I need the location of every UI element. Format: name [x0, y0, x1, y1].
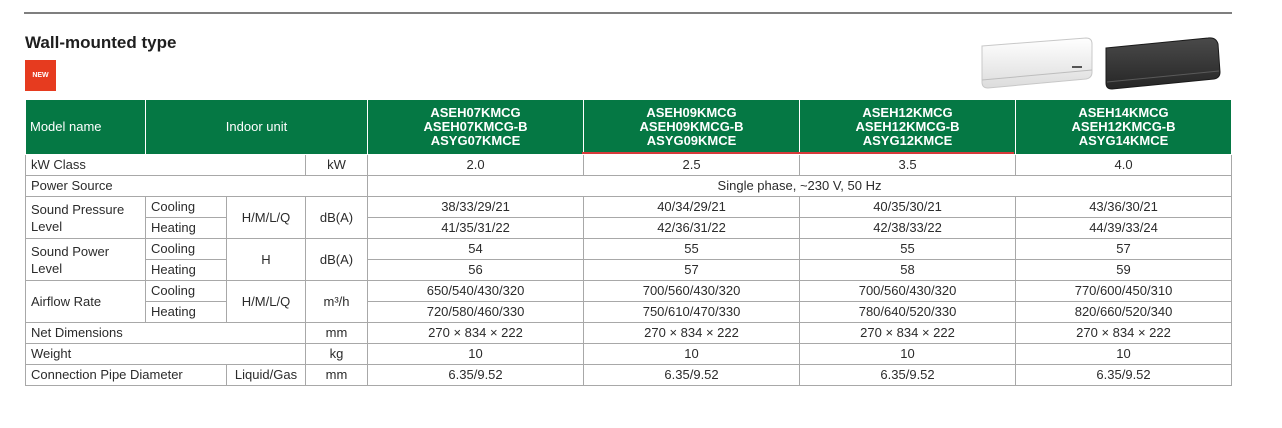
model-name-line: ASEH07KMCG [430, 105, 521, 120]
value-cell: 40/35/30/21 [800, 197, 1016, 218]
model-name-line: ASYG07KMCE [430, 133, 521, 148]
unit-cell: dB(A) [306, 197, 368, 239]
row-label: Airflow Rate [26, 281, 146, 323]
header-row [26, 100, 1232, 155]
value-cell: 55 [800, 239, 1016, 260]
value-cell: 270 × 834 × 222 [368, 323, 584, 344]
value-cell: 2.0 [368, 155, 584, 176]
row-label [26, 197, 146, 239]
model-name-line: ASEH09KMCG [646, 105, 737, 120]
value-cell: 650/540/430/320 [368, 281, 584, 302]
value-cell: 700/560/430/320 [800, 281, 1016, 302]
value-cell: 6.35/9.52 [584, 365, 800, 386]
value-cell: 10 [1016, 344, 1232, 365]
pipe-diameter-row [26, 365, 1232, 386]
model-name-line: ASEH12KMCG-B [855, 119, 960, 134]
mode-label: Heating [146, 260, 227, 281]
mode-label: Heating [146, 218, 227, 239]
value-cell: 720/580/460/330 [368, 302, 584, 323]
value-cell: 38/33/29/21 [368, 197, 584, 218]
model-name-line: ASYG12KMCE [862, 133, 953, 148]
spec-table [25, 99, 1232, 386]
value-cell: Single phase, ~230 V, 50 Hz [368, 176, 1232, 197]
value-cell: 3.5 [800, 155, 1016, 176]
value-cell: 270 × 834 × 222 [584, 323, 800, 344]
kw-class-row [26, 155, 1232, 176]
value-cell: 6.35/9.52 [368, 365, 584, 386]
value-cell: 6.35/9.52 [800, 365, 1016, 386]
model-name-line: ASEH12KMCG [862, 105, 953, 120]
top-rule [24, 12, 1232, 14]
sound-power-cooling-row [26, 239, 1232, 260]
row-label-line: Sound Power [31, 243, 110, 259]
model-column-2 [584, 100, 800, 155]
sound-pressure-heating-row [26, 218, 1232, 239]
value-cell: 58 [800, 260, 1016, 281]
model-name-line: ASEH14KMCG [1078, 105, 1169, 120]
value-cell: 2.5 [584, 155, 800, 176]
value-cell: 700/560/430/320 [584, 281, 800, 302]
unit-cell: mm [306, 365, 368, 386]
value-cell: 56 [368, 260, 584, 281]
new-badge: NEW [25, 60, 56, 91]
value-cell: 57 [584, 260, 800, 281]
row-label-line: Level [31, 260, 63, 276]
value-cell: 270 × 834 × 222 [800, 323, 1016, 344]
row-label-line: Sound Pressure [31, 201, 125, 217]
value-cell: 270 × 834 × 222 [1016, 323, 1232, 344]
model-name-line: ASEH09KMCG-B [639, 119, 744, 134]
model-column-3 [800, 100, 1016, 155]
unit-cell: m³/h [306, 281, 368, 323]
value-cell: 42/36/31/22 [584, 218, 800, 239]
value-cell: 10 [584, 344, 800, 365]
value-cell: 57 [1016, 239, 1232, 260]
model-column-1 [368, 100, 584, 155]
value-cell: 10 [800, 344, 1016, 365]
speed-label: H/M/L/Q [227, 281, 306, 323]
value-cell: 750/610/470/330 [584, 302, 800, 323]
row-label: Power Source [26, 176, 368, 197]
value-cell: 10 [368, 344, 584, 365]
value-cell: 6.35/9.52 [1016, 365, 1232, 386]
row-label: kW Class [26, 155, 306, 176]
model-name-line: ASEH12KMCG-B [1071, 119, 1176, 134]
row-label [26, 239, 146, 281]
unit-cell: kW [306, 155, 368, 176]
section-title: Wall-mounted type [25, 33, 177, 52]
value-cell: 43/36/30/21 [1016, 197, 1232, 218]
sub-label: Liquid/Gas [227, 365, 306, 386]
value-cell: 54 [368, 239, 584, 260]
sound-pressure-cooling-row [26, 197, 1232, 218]
value-cell: 42/38/33/22 [800, 218, 1016, 239]
model-column-4 [1016, 100, 1232, 155]
model-name-header: Model name [26, 100, 146, 155]
row-label-line: Level [31, 218, 63, 234]
value-cell: 55 [584, 239, 800, 260]
value-cell: 4.0 [1016, 155, 1232, 176]
row-label: Net Dimensions [26, 323, 306, 344]
row-label: Weight [26, 344, 306, 365]
mode-label: Heating [146, 302, 227, 323]
model-name-line: ASYG09KMCE [646, 133, 737, 148]
speed-label: H [227, 239, 306, 281]
weight-row [26, 344, 1232, 365]
value-cell: 40/34/29/21 [584, 197, 800, 218]
value-cell: 41/35/31/22 [368, 218, 584, 239]
sound-power-heating-row [26, 260, 1232, 281]
highlight-underline [582, 152, 1014, 154]
speed-label: H/M/L/Q [227, 197, 306, 239]
white-indoor-unit-image [978, 36, 1096, 90]
value-cell: 820/660/520/340 [1016, 302, 1232, 323]
mode-label: Cooling [146, 239, 227, 260]
power-source-row [26, 176, 1232, 197]
unit-cell: kg [306, 344, 368, 365]
unit-cell: mm [306, 323, 368, 344]
indoor-unit-header: Indoor unit [146, 100, 368, 155]
mode-label: Cooling [146, 281, 227, 302]
airflow-cooling-row [26, 281, 1232, 302]
value-cell: 770/600/450/310 [1016, 281, 1232, 302]
row-label: Connection Pipe Diameter [26, 365, 227, 386]
black-indoor-unit-image [1104, 36, 1222, 90]
model-name-line: ASEH07KMCG-B [423, 119, 528, 134]
mode-label: Cooling [146, 197, 227, 218]
value-cell: 780/640/520/330 [800, 302, 1016, 323]
value-cell: 59 [1016, 260, 1232, 281]
net-dimensions-row [26, 323, 1232, 344]
airflow-heating-row [26, 302, 1232, 323]
value-cell: 44/39/33/24 [1016, 218, 1232, 239]
unit-cell: dB(A) [306, 239, 368, 281]
model-name-line: ASYG14KMCE [1078, 133, 1169, 148]
